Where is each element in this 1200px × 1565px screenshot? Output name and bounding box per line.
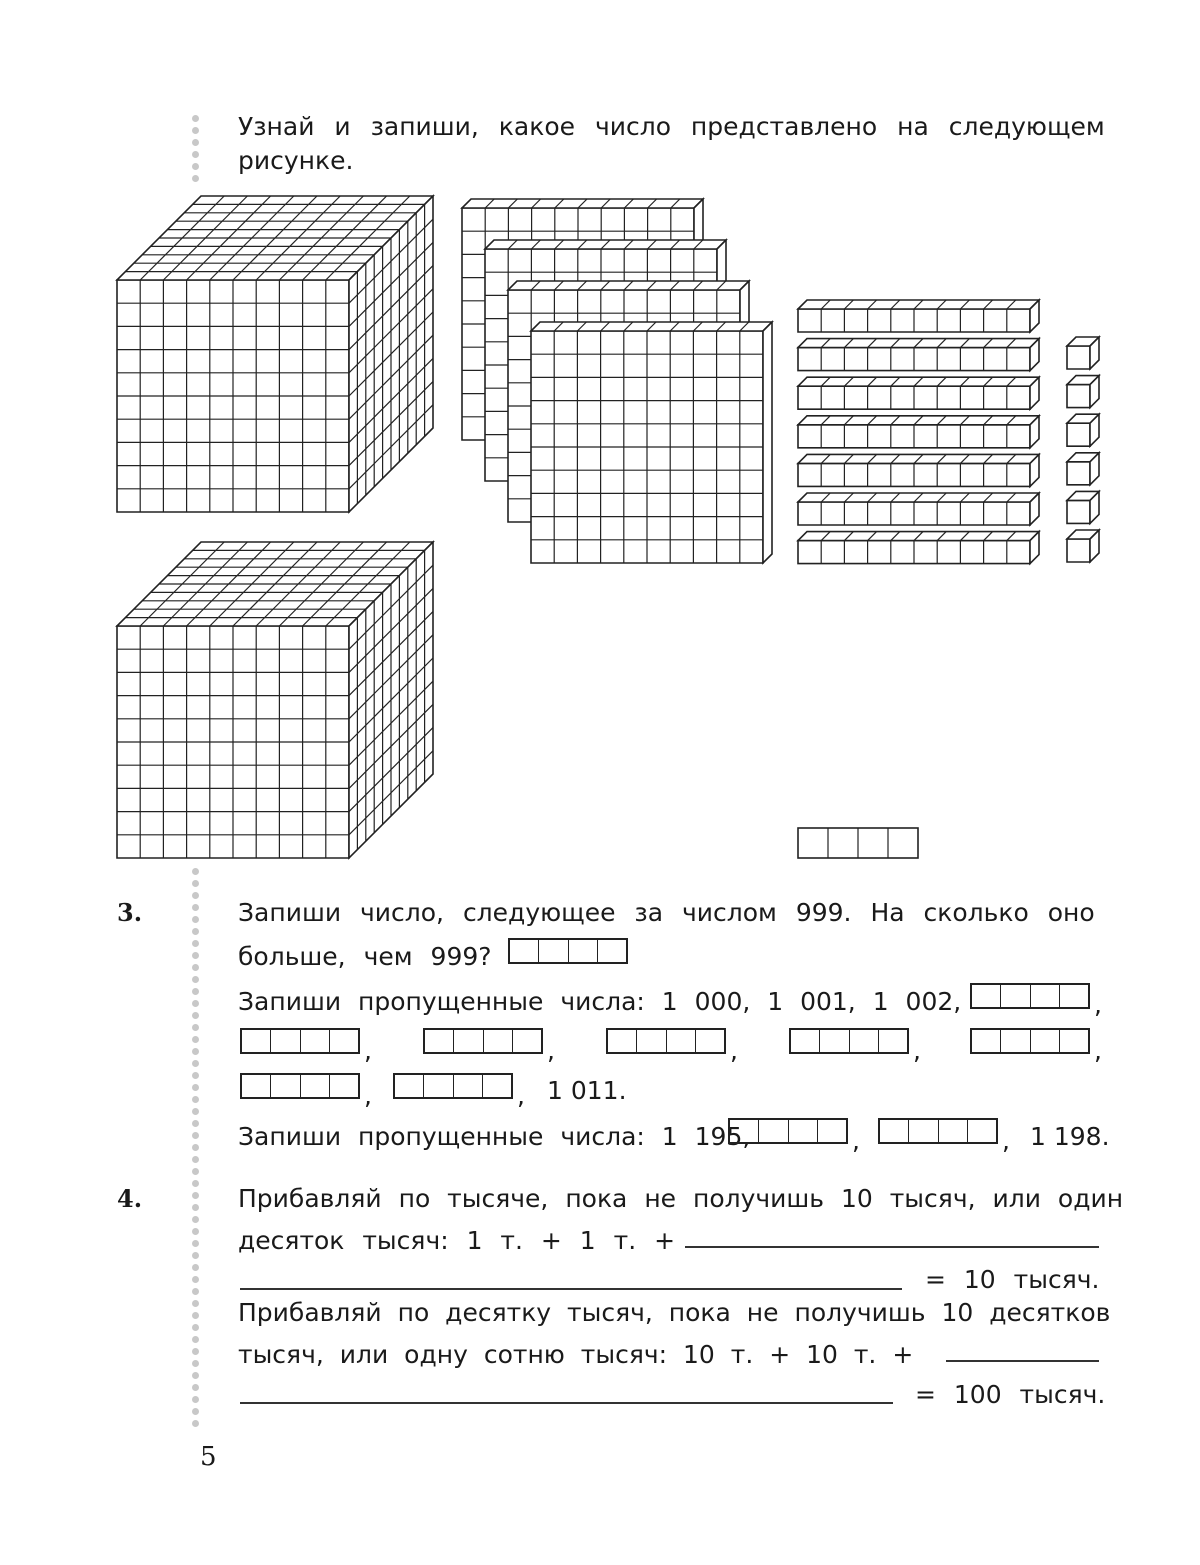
unit-cube	[1067, 500, 1090, 523]
comma: ,	[730, 1036, 738, 1065]
unit-cube	[1067, 462, 1090, 485]
answer-box[interactable]	[789, 1028, 909, 1054]
task-4-line-3: = 10 тысяч.	[925, 1265, 1100, 1294]
intro-line-1: Узнай и запиши, какое число представлено на следующем	[238, 112, 1105, 141]
task-4-line-2: десяток тысяч: 1 т. + 1 т. +	[238, 1226, 676, 1255]
task-3-line-3: Запиши пропущенные числа: 1 000, 1 001, 1 002,	[238, 987, 962, 1016]
task-3-number: 3.	[117, 898, 143, 927]
comma: ,	[1094, 1036, 1102, 1065]
task-4-line-5: тысяч, или одну сотню тысяч: 10 т. + 10 т. +	[238, 1340, 914, 1369]
unit-cube	[1067, 539, 1090, 562]
comma: ,	[1094, 990, 1102, 1019]
task-4-line-1: Прибавляй по тысяче, пока не получишь 10 тысяч, или один	[238, 1184, 1124, 1213]
answer-box[interactable]	[970, 1028, 1090, 1054]
comma: ,	[852, 1126, 860, 1155]
answer-box[interactable]	[606, 1028, 726, 1054]
page-number: 5	[200, 1442, 217, 1472]
comma: ,	[1002, 1126, 1010, 1155]
sequence-end: 1 011.	[547, 1076, 627, 1105]
answer-box[interactable]	[240, 1073, 360, 1099]
sequence-end-2: 1 198.	[1030, 1122, 1110, 1151]
answer-line[interactable]	[240, 1402, 893, 1404]
answer-box[interactable]	[508, 938, 628, 964]
comma: ,	[517, 1081, 525, 1110]
comma: ,	[913, 1036, 921, 1065]
answer-box[interactable]	[970, 983, 1090, 1009]
answer-line[interactable]	[240, 1288, 902, 1290]
unit-cube	[1067, 423, 1090, 446]
margin-dots-bottom	[192, 868, 202, 1432]
answer-box[interactable]	[878, 1118, 998, 1144]
task-4-line-4: Прибавляй по десятку тысяч, пока не получишь 10 десятков	[238, 1298, 1111, 1327]
unit-cube	[1067, 385, 1090, 408]
answer-box[interactable]	[423, 1028, 543, 1054]
answer-line[interactable]	[685, 1246, 1099, 1248]
comma: ,	[364, 1036, 372, 1065]
task-4-number: 4.	[117, 1184, 143, 1213]
intro-line-2: рисунке.	[238, 146, 354, 175]
comma: ,	[364, 1081, 372, 1110]
task-3-line-1: Запиши число, следующее за числом 999. На сколько оно	[238, 898, 1095, 927]
task-3-line-6: Запиши пропущенные числа: 1 195,	[238, 1122, 751, 1151]
answer-line[interactable]	[946, 1360, 1099, 1362]
answer-box[interactable]	[728, 1118, 848, 1144]
answer-box[interactable]	[240, 1028, 360, 1054]
task-4-line-6: = 100 тысяч.	[915, 1380, 1106, 1409]
unit-cube	[1067, 346, 1090, 369]
comma: ,	[547, 1036, 555, 1065]
answer-box[interactable]	[393, 1073, 513, 1099]
task-3-line-2: больше, чем 999?	[238, 942, 492, 971]
